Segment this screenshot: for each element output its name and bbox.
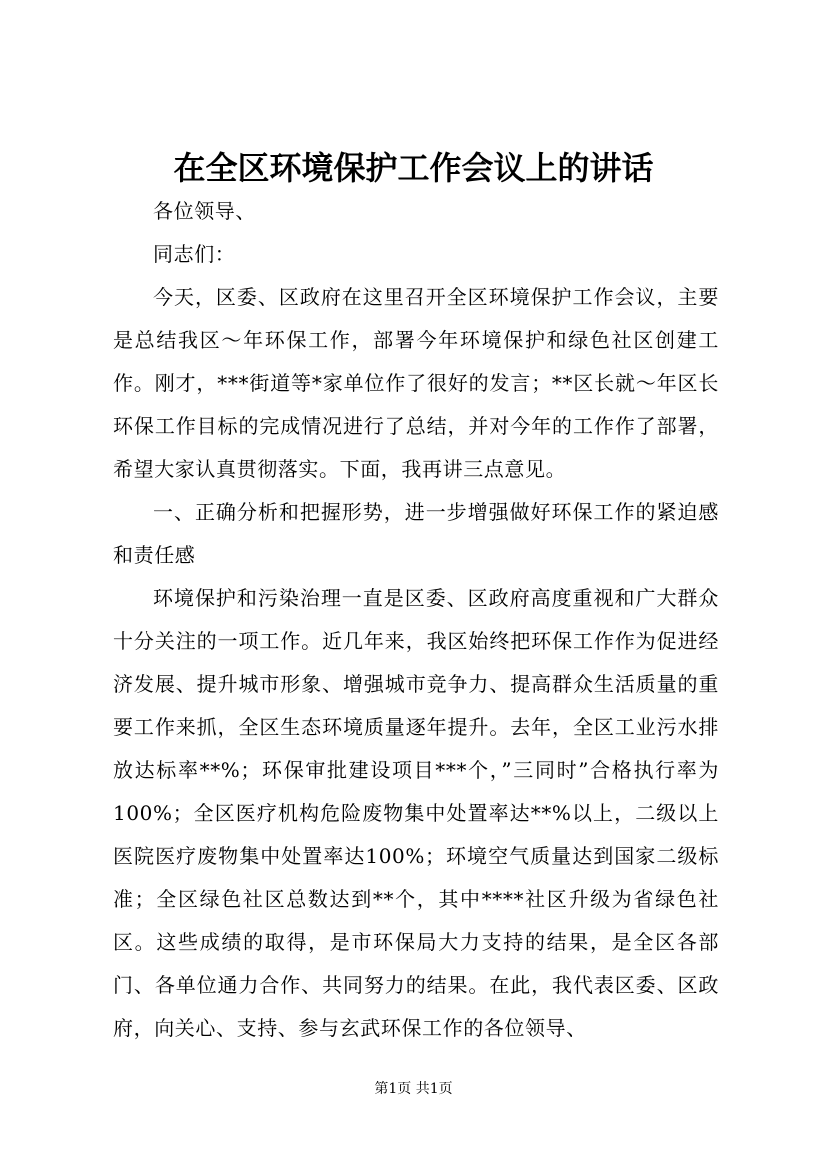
document-body <box>113 190 719 1050</box>
section-heading-one: 一、正确分析和把握形势，进一步增强做好环保工作的紧迫感和责任感 <box>113 500 719 567</box>
section-one-paragraph: 环境保护和污染治理一直是区委、区政府高度重视和广大群众十分关注的一项工作。近几年来，我区始终把环保工作作为促进经济发展、提升城市形象、增强城市竞争力、提高群众生活质量的重要工作来抓，全区生态环境质量逐年提升。去年，全区工业污水排放达标率**%；环保审批建设项目***个，”三同时”合格执行率为100%；全区医疗机构危险废物集中处置率达**%以上，二级以上医院医疗废物集中处置率达100%；环境空气质量达到国家二级标准；全区绿色社区总数达到**个，其中****社区升级为省绿色社区。这些成绩的取得，是市环保局大力支持的结果，是全区各部门、各单位通力合作、共同努力的结果。在此，我代表区委、区政府，向关心、支持、参与玄武环保工作的各位领导、 <box>113 586 719 1040</box>
salutation-leaders: 各位领导、 <box>153 199 256 223</box>
intro-paragraph: 今天，区委、区政府在这里召开全区环境保护工作会议，主要是总结我区～年环保工作，部署今年环境保护和绿色社区创建工作。刚才，***街道等*家单位作了很好的发言；**区长就～年区长环保工作目标的完成情况进行了总结，并对今年的工作作了部署，希望大家认真贯彻落实。下面，我再讲三点意见。 <box>113 285 719 481</box>
page-number-footer: 第1页 共1页 <box>374 1081 453 1097</box>
document-title: 在全区环境保护工作会议上的讲话 <box>173 149 654 187</box>
salutation-comrades: 同志们： <box>153 242 236 266</box>
